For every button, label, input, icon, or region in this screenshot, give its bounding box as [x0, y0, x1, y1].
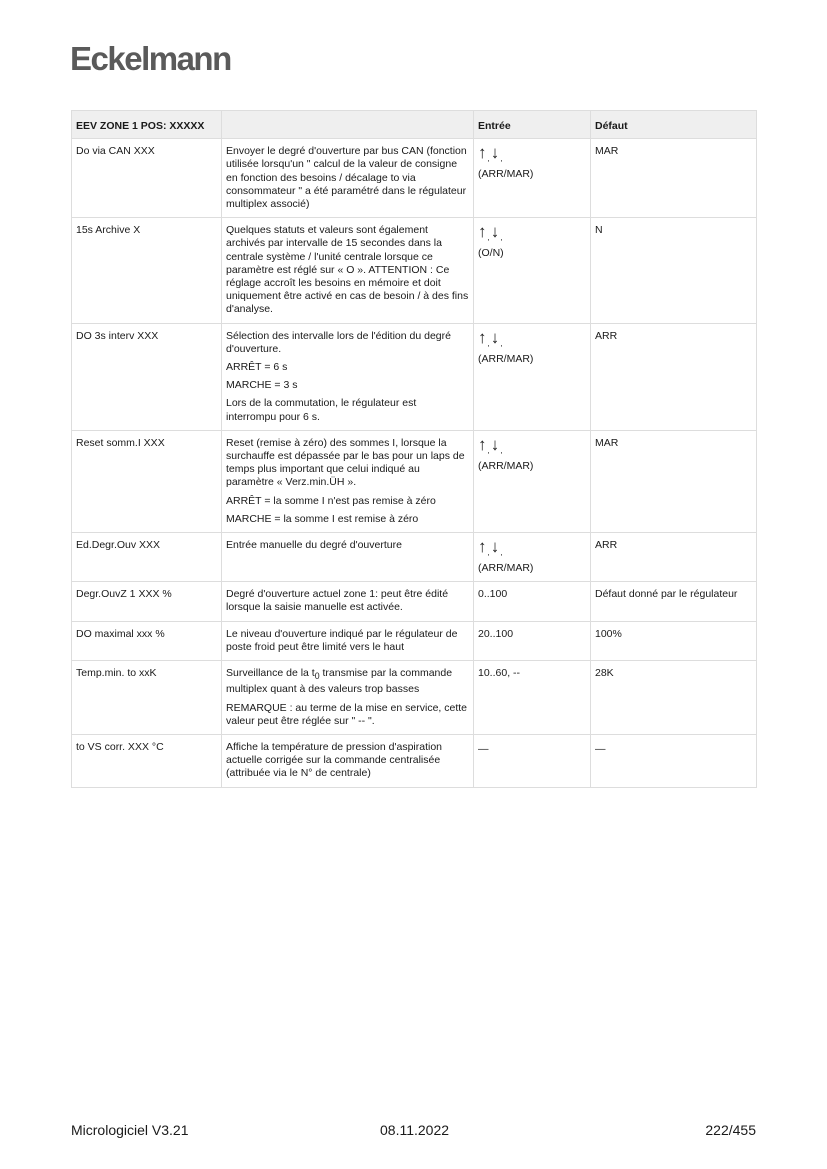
- table-row: [72, 621, 757, 660]
- table-row: [72, 735, 757, 788]
- table-row: [72, 218, 757, 323]
- param-description: Entrée manuelle du degré d'ouverture: [222, 533, 474, 582]
- arrow-down-icon: ↓: [490, 222, 500, 242]
- arrow-down-icon: ↓: [490, 143, 500, 163]
- param-default: 100%: [591, 621, 757, 660]
- table-row: [72, 430, 757, 532]
- parameter-table: [71, 110, 757, 788]
- param-entry: [474, 533, 591, 582]
- param-description: Envoyer le degré d'ouverture par bus CAN (fonction utilisée lorsqu'un " calcul de la valeur de consigne en fonction des besoins / décalage to via consommateur " a été paramétré dans le régulateur multiplex associé): [222, 139, 474, 218]
- arrow-up-icon: ↑: [478, 434, 487, 454]
- param-default: MAR: [591, 430, 757, 532]
- param-default: MAR: [591, 139, 757, 218]
- param-entry: 10..60, --: [474, 661, 591, 735]
- header-default: Défaut: [591, 111, 757, 139]
- param-entry: 20..100: [474, 621, 591, 660]
- arrow-separator: ,: [487, 154, 490, 164]
- param-default: ARR: [591, 323, 757, 430]
- arrow-up-icon: ↑: [478, 537, 487, 557]
- param-name: Degr.OuvZ 1 XXX %: [72, 582, 222, 621]
- param-description: Le niveau d'ouverture indiqué par le régulateur de poste froid peut être limité vers le haut: [222, 621, 474, 660]
- arrow-keys: [478, 329, 586, 353]
- param-entry: [474, 218, 591, 323]
- table-row: [72, 533, 757, 582]
- header-entry: Entrée: [474, 111, 591, 139]
- param-description: Reset (remise à zéro) des sommes I, lorsque la surchauffe est dépassée par le bas pour un laps de temps plus important que celui indiqué au paramètre « Verz.min.ÜH ». ARRÊT = la somme I n'est pas remise à zéro MARCHE = la somme I est remise à zéro: [222, 430, 474, 532]
- table-header-row: [72, 111, 757, 139]
- arrow-up-icon: ↑: [478, 143, 487, 163]
- param-description: Quelques statuts et valeurs sont également archivés par intervalle de 15 secondes dans la centrale système / l'unité centrale lorsque ce paramètre est réglé sur « O ». ATTENTION : Ce réglage accroît les besoins en mémoire et doit uniquement être activé en cas de besoin / à des fins d'analyse.: [222, 218, 474, 323]
- entry-values: (ARR/MAR): [478, 168, 534, 181]
- footer-date: 08.11.2022: [380, 1122, 450, 1138]
- param-entry: [474, 323, 591, 430]
- param-description: Sélection des intervalle lors de l'édition du degré d'ouverture. ARRÊT = 6 s MARCHE = 3 s Lors de la commutation, le régulateur est interrompu pour 6 s.: [222, 323, 474, 430]
- arrow-up-icon: ↑: [478, 222, 487, 242]
- param-entry: [474, 430, 591, 532]
- param-name: Do via CAN XXX: [72, 139, 222, 218]
- arrow-down-icon: ↓: [490, 537, 500, 557]
- arrow-up-icon: ↑: [478, 327, 487, 347]
- param-name: DO maximal xxx %: [72, 621, 222, 660]
- arrow-separator: ,: [500, 548, 503, 558]
- header-menu-title: EEV ZONE 1 POS: XXXXX: [72, 111, 222, 139]
- param-default: N: [591, 218, 757, 323]
- param-entry: —: [474, 735, 591, 788]
- arrow-keys: [478, 538, 586, 562]
- param-name: Reset somm.I XXX: [72, 430, 222, 532]
- table-row: [72, 661, 757, 735]
- entry-values: (ARR/MAR): [478, 562, 534, 575]
- param-default: Défaut donné par le régulateur: [591, 582, 757, 621]
- param-default: ARR: [591, 533, 757, 582]
- arrow-separator: ,: [500, 154, 503, 164]
- arrow-separator: ,: [487, 548, 490, 558]
- table-row: [72, 139, 757, 218]
- param-default: 28K: [591, 661, 757, 735]
- arrow-keys: [478, 436, 586, 460]
- param-name: Temp.min. to xxK: [72, 661, 222, 735]
- arrow-separator: ,: [487, 233, 490, 243]
- arrow-separator: ,: [487, 445, 490, 455]
- arrow-down-icon: ↓: [490, 327, 500, 347]
- entry-values: (O/N): [478, 247, 504, 260]
- param-name: DO 3s interv XXX: [72, 323, 222, 430]
- param-description: Affiche la température de pression d'aspiration actuelle corrigée sur la commande centralisée (attribuée via le N° de centrale): [222, 735, 474, 788]
- arrow-down-icon: ↓: [490, 434, 500, 454]
- eckelmann-logo: Eckelmann: [70, 40, 231, 77]
- table-row: [72, 582, 757, 621]
- param-name: to VS corr. XXX °C: [72, 735, 222, 788]
- arrow-separator: ,: [500, 233, 503, 243]
- entry-values: (ARR/MAR): [478, 459, 534, 472]
- param-description: Degré d'ouverture actuel zone 1: peut être édité lorsque la saisie manuelle est activée.: [222, 582, 474, 621]
- table-row: [72, 323, 757, 430]
- arrow-separator: ,: [500, 338, 503, 348]
- footer-firmware: Micrologiciel V3.21: [71, 1122, 189, 1138]
- arrow-separator: ,: [500, 445, 503, 455]
- arrow-keys: [478, 144, 586, 168]
- footer-page-number: 222/455: [705, 1122, 756, 1138]
- arrow-keys: [478, 223, 586, 247]
- param-description: Surveillance de la $t_0$ transmise par la commande multiplex quant à des valeurs trop basses REMARQUE : au terme de la mise en service, cette valeur peut être réglée sur " -- ".: [222, 661, 474, 735]
- param-default: —: [591, 735, 757, 788]
- param-name: 15s Archive X: [72, 218, 222, 323]
- param-name: Ed.Degr.Ouv XXX: [72, 533, 222, 582]
- param-entry: 0..100: [474, 582, 591, 621]
- header-description: [222, 111, 474, 139]
- entry-values: (ARR/MAR): [478, 352, 534, 365]
- param-entry: [474, 139, 591, 218]
- arrow-separator: ,: [487, 338, 490, 348]
